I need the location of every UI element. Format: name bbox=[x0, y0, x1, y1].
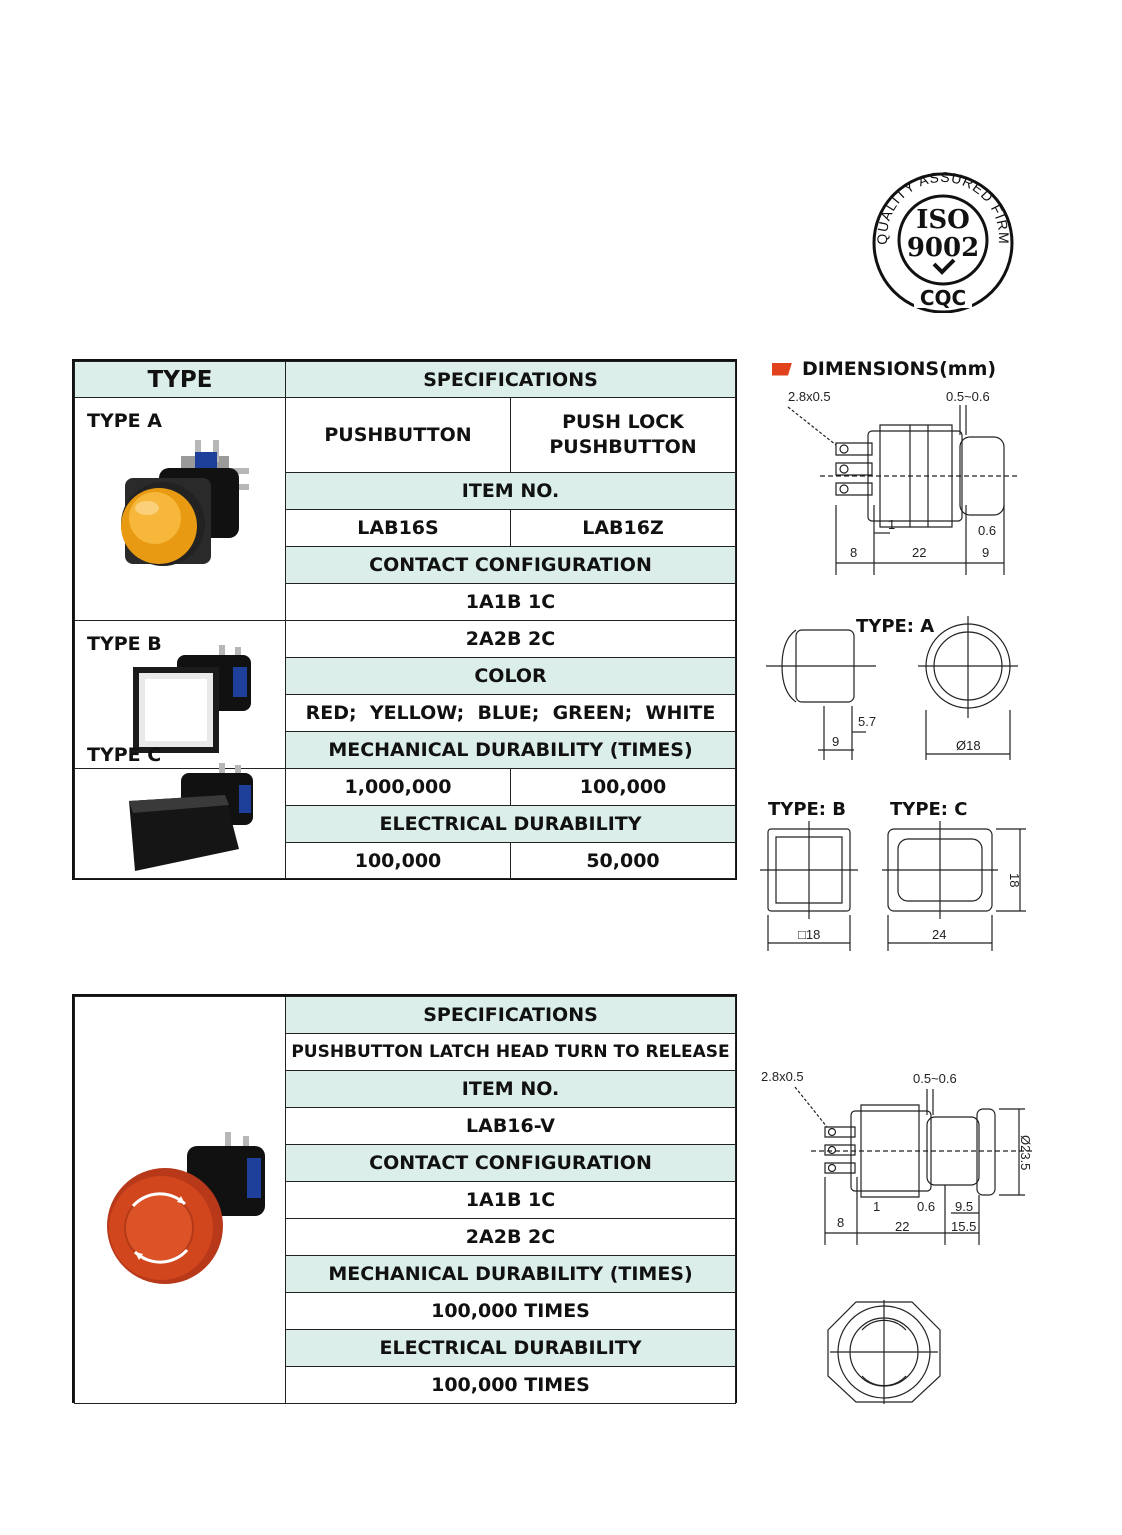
contact-config-1: 1A1B 1C bbox=[286, 584, 736, 621]
mech-lab16z: 100,000 bbox=[511, 769, 736, 806]
type-c-pushbutton-photo bbox=[115, 761, 265, 881]
dim-57: 5.7 bbox=[858, 714, 877, 729]
heading-marker-icon bbox=[772, 363, 792, 376]
logo-iso: ISO bbox=[916, 205, 970, 235]
elec-lab16z: 50,000 bbox=[511, 843, 736, 879]
color-options: RED; YELLOW; BLUE; GREEN; WHITE bbox=[286, 695, 736, 732]
type-a-label: TYPE A bbox=[87, 410, 162, 432]
dimensions-heading: DIMENSIONS(mm) bbox=[772, 358, 996, 380]
item-lab16s: LAB16S bbox=[286, 510, 511, 547]
mech-lab16v: 100,000 TIMES bbox=[286, 1293, 736, 1330]
dim-24: 24 bbox=[932, 927, 947, 942]
dimension-drawing-type-b-c bbox=[760, 795, 1040, 955]
logo-ring-text: QUALITY ASSURED FIRM bbox=[873, 168, 1013, 245]
spec-table-1 bbox=[74, 361, 736, 879]
dim-type-c-label: TYPE: C bbox=[890, 799, 968, 820]
dim-terminal: 2.8x0.5 bbox=[788, 389, 831, 404]
logo-9002: 9002 bbox=[906, 233, 980, 263]
elec-lab16v: 100,000 TIMES bbox=[286, 1367, 736, 1404]
contact-config-header: CONTACT CONFIGURATION bbox=[286, 547, 736, 584]
pushbutton-label: PUSHBUTTON bbox=[286, 398, 511, 473]
dim-sq18: □18 bbox=[798, 927, 821, 942]
dim-1: 1 bbox=[888, 517, 896, 532]
dim2-8: 8 bbox=[837, 1215, 845, 1230]
dim2-1: 1 bbox=[873, 1199, 881, 1214]
electrical-durability-header: ELECTRICAL DURABILITY bbox=[286, 806, 736, 843]
mech-lab16s: 1,000,000 bbox=[286, 769, 511, 806]
lab16v-photo-cell bbox=[75, 997, 286, 1404]
specifications-header: SPECIFICATIONS bbox=[286, 362, 736, 398]
dimension-drawing-type-a bbox=[760, 610, 1040, 770]
dim2-06: 0.6 bbox=[917, 1199, 936, 1214]
dim2-22: 22 bbox=[895, 1219, 910, 1234]
dim-9: 9 bbox=[982, 545, 990, 560]
dim-type-b-label: TYPE: B bbox=[768, 799, 846, 820]
contact-config-2: 2A2B 2C bbox=[286, 621, 736, 658]
dim2-gap: 0.5~0.6 bbox=[913, 1071, 957, 1086]
logo-cqc: CQC bbox=[919, 286, 967, 310]
dimension-drawing-lab16v-side bbox=[755, 1065, 1040, 1250]
contact-config-2-1: 1A1B 1C bbox=[286, 1182, 736, 1219]
dim-type-a-label: TYPE: A bbox=[856, 616, 935, 637]
item-no-header-2: ITEM NO. bbox=[286, 1071, 736, 1108]
type-header: TYPE bbox=[75, 362, 286, 398]
dim2-dia235: Ø23.5 bbox=[1018, 1135, 1033, 1171]
type-b-pushbutton-photo bbox=[115, 639, 265, 759]
color-header: COLOR bbox=[286, 658, 736, 695]
mechanical-durability-header-2: MECHANICAL DURABILITY (TIMES) bbox=[286, 1256, 736, 1293]
mechanical-durability-header: MECHANICAL DURABILITY (TIMES) bbox=[286, 732, 736, 769]
elec-lab16s: 100,000 bbox=[286, 843, 511, 879]
type-c-cell bbox=[75, 744, 286, 879]
dim2-95: 9.5 bbox=[955, 1199, 974, 1214]
type-b-label: TYPE B bbox=[87, 633, 162, 655]
type-c-label: TYPE C bbox=[87, 744, 162, 766]
dimension-drawing-side bbox=[760, 385, 1020, 580]
lab16v-mushroom-pushbutton-photo bbox=[103, 1122, 273, 1292]
dim-dia18: Ø18 bbox=[956, 738, 981, 753]
push-lock-label: PUSH LOCK PUSHBUTTON bbox=[511, 398, 736, 473]
dim2-terminal: 2.8x0.5 bbox=[761, 1069, 804, 1084]
item-lab16v: LAB16-V bbox=[286, 1108, 736, 1145]
spec-table-2 bbox=[74, 996, 736, 1404]
iso-9002-logo bbox=[868, 168, 1018, 313]
contact-config-2-2: 2A2B 2C bbox=[286, 1219, 736, 1256]
lab16v-description: PUSHBUTTON LATCH HEAD TURN TO RELEASE bbox=[286, 1034, 736, 1071]
dim-18: 18 bbox=[1007, 873, 1022, 888]
electrical-durability-header-2: ELECTRICAL DURABILITY bbox=[286, 1330, 736, 1367]
contact-config-header-2: CONTACT CONFIGURATION bbox=[286, 1145, 736, 1182]
type-a-cell bbox=[75, 398, 286, 621]
specifications-header-2: SPECIFICATIONS bbox=[286, 997, 736, 1034]
dim-9b: 9 bbox=[832, 734, 840, 749]
dim-gap: 0.5~0.6 bbox=[946, 389, 990, 404]
item-lab16z: LAB16Z bbox=[511, 510, 736, 547]
dim-8: 8 bbox=[850, 545, 858, 560]
dim-22: 22 bbox=[912, 545, 927, 560]
dim2-155: 15.5 bbox=[951, 1219, 977, 1234]
type-a-pushbutton-photo bbox=[103, 428, 263, 578]
dim-06: 0.6 bbox=[978, 523, 997, 538]
item-no-header: ITEM NO. bbox=[286, 473, 736, 510]
dimension-drawing-lab16v-front bbox=[822, 1296, 946, 1408]
